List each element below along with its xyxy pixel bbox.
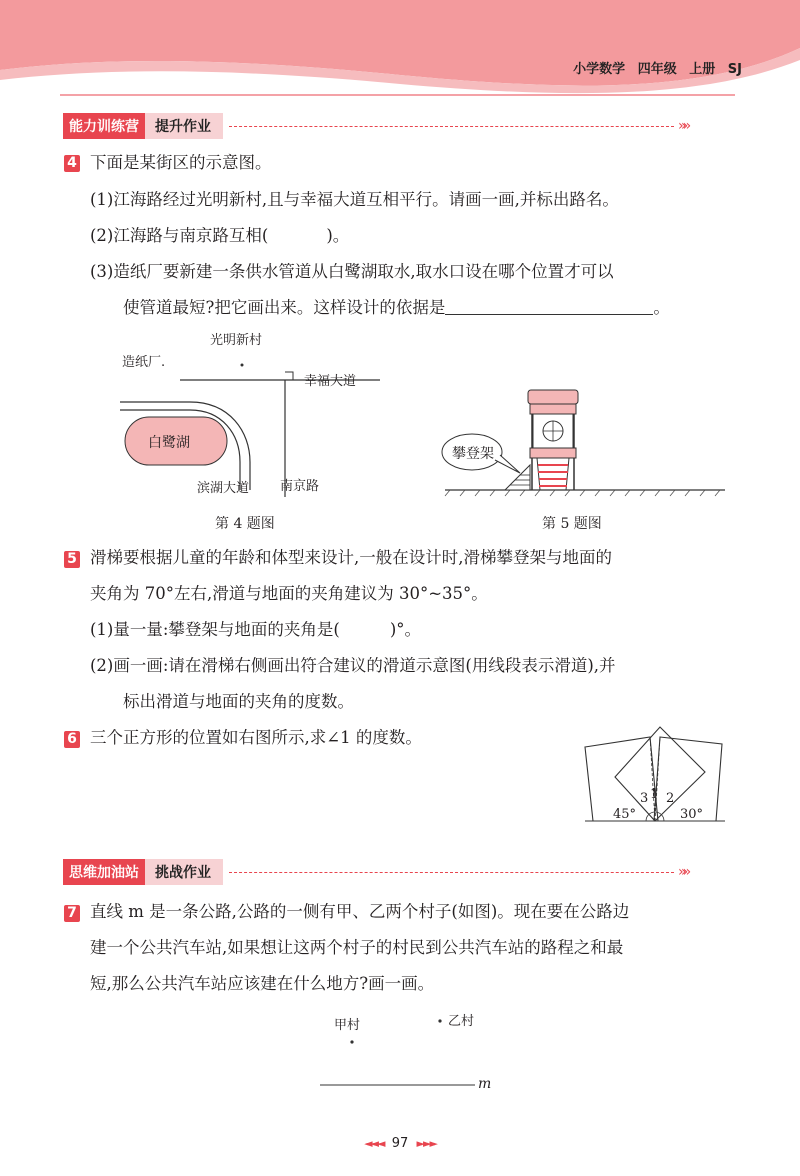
section-subtitle: 挑战作业 [145,859,223,885]
village-b-dot [438,1019,441,1022]
q4-part3-text: 使管道最短?把它画出来。这样设计的依据是 [123,298,446,317]
section-title: 思维加油站 [63,859,145,885]
question-number-7: 7 [64,905,80,922]
q6-stem: 三个正方形的位置如右图所示,求∠1 的度数。 [90,728,422,747]
slide-figure [440,385,730,500]
village-dot [241,364,244,367]
angle-3-label: 3 [640,791,649,806]
section-heading-thinking [63,859,687,885]
line-m-label: m [478,1076,492,1092]
q5-stem-line2: 夹角为 70°左右,滑道与地面的夹角建议为 30°~35°。 [90,584,488,603]
question-number-5: 5 [64,551,80,568]
nanjing-road-label: 南京路 [280,479,320,494]
section-heading-ability [63,113,687,139]
village-a-dot [350,1040,353,1043]
angle-45-label: 45° [613,807,637,822]
right-arrows-icon: ►►► [416,1137,436,1150]
double-chevron-icon: »» [678,118,688,134]
right-angle-mark [285,372,293,380]
road-figure [310,1005,510,1095]
q4-part3-line2 [123,297,670,319]
page-footer [0,1136,800,1151]
page-number: 97 [391,1136,409,1151]
q4-part2 [90,225,349,247]
header-info [573,58,742,77]
village-label: 光明新村 [210,333,263,348]
dashed-rule [229,126,674,127]
climbing-frame-label: 攀登架 [452,446,494,462]
question-number-4: 4 [64,155,80,172]
header-subject: 小学数学 [573,62,626,77]
avenue-label: 幸福大道 [304,374,357,389]
street-map-figure [110,322,410,502]
factory-label: 造纸厂. [122,355,166,370]
q4-part2-end: )。 [326,226,350,245]
header-volume: 上册 [689,62,716,77]
q7-stem-line3: 短,那么公共汽车站应该建在什么地方?画一画。 [90,974,435,993]
double-chevron-icon: »» [678,864,688,880]
lake-road-label: 滨湖大道 [197,481,250,496]
village-a-label: 甲村 [334,1018,361,1033]
q4-part3-end: 。 [653,298,670,317]
stair-block [505,465,530,490]
q5-part2-line1: (2)画一画:请在滑梯右侧画出符合建议的滑道示意图(用线段表示滑道),并 [90,656,616,675]
answer-line[interactable] [445,298,653,315]
q4-part2-text: (2)江海路与南京路互相( [90,226,269,245]
tower-roof [528,390,578,404]
squares-figure [580,722,730,827]
figure4-caption: 第 4 题图 [215,516,275,532]
dashed-rule [229,872,674,873]
question-number-6: 6 [64,731,80,748]
lake-label: 白鹭湖 [148,435,190,451]
q5-part2-line2: 标出滑道与地面的夹角的度数。 [123,692,354,711]
header-edition: SJ [727,62,742,77]
figure5-caption: 第 5 题图 [542,516,602,532]
angle-1-label: 1 [650,787,659,802]
q5-stem-line1: 滑梯要根据儿童的年龄和体型来设计,一般在设计时,滑梯攀登架与地面的 [90,548,612,567]
angle-2-label: 2 [666,791,675,806]
q4-stem: 下面是某街区的示意图。 [90,153,272,172]
header-grade: 四年级 [637,62,677,77]
angle-30-label: 30° [680,807,704,822]
village-b-label: 乙村 [448,1014,475,1029]
q5-part1 [90,619,421,641]
q5-part1-text: (1)量一量:攀登架与地面的夹角是( [90,620,340,639]
ground-hatching [445,490,720,496]
q7-stem-line2: 建一个公共汽车站,如果想让这两个村子的村民到公共汽车站的路程之和最 [90,938,624,957]
q4-part1: (1)江海路经过光明新村,且与幸福大道互相平行。请画一画,并标出路名。 [90,190,619,209]
section-title: 能力训练营 [63,113,145,139]
header-band [0,0,800,100]
q5-part1-end: )°。 [389,620,422,639]
q4-part3-line1: (3)造纸厂要新建一条供水管道从白鹭湖取水,取水口设在哪个位置才可以 [90,262,614,281]
q7-stem-line1: 直线 m 是一条公路,公路的一侧有甲、乙两个村子(如图)。现在要在公路边 [90,902,630,921]
left-arrows-icon: ◄◄◄ [364,1137,384,1150]
section-subtitle: 提升作业 [145,113,223,139]
climbing-frame [537,458,569,490]
